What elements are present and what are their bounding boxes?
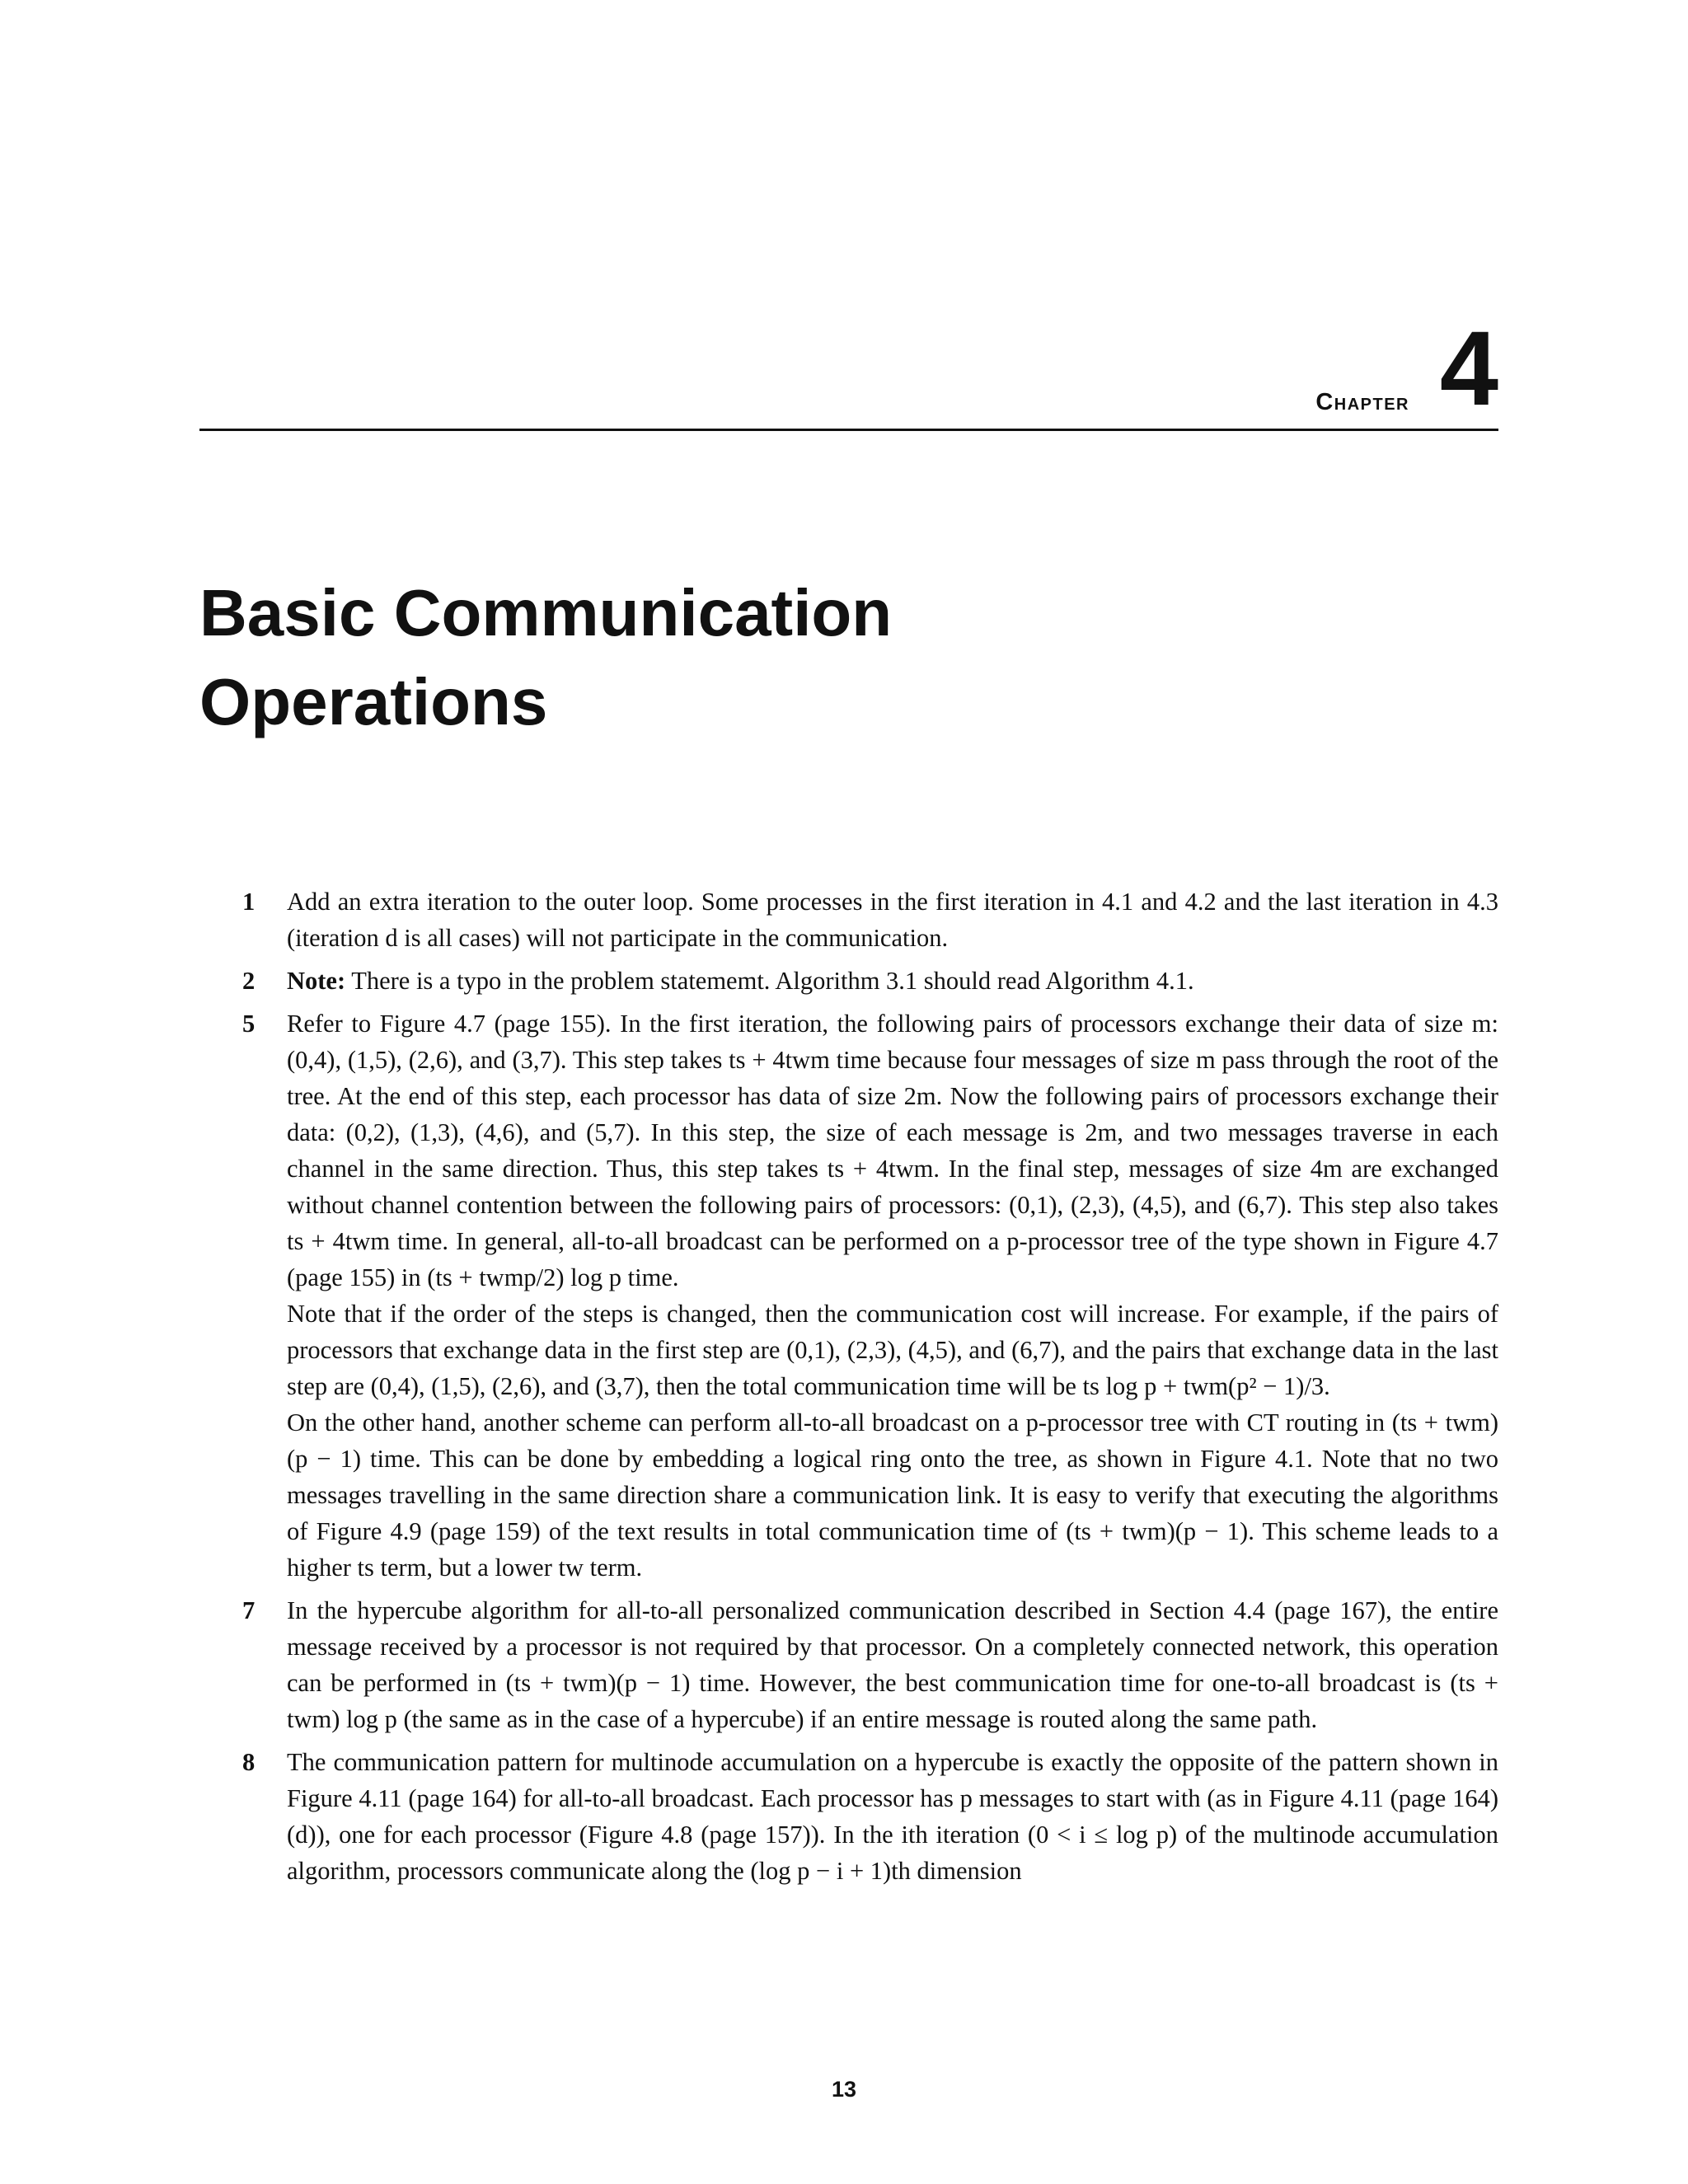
list-item [199,883,1498,956]
page-number: 13 [831,2077,857,2102]
chapter-title [199,569,1436,747]
list-item [199,1005,1498,1586]
item-paragraph: The communication pattern for multinode accumulation on a hypercube is exactly the opposite of the pattern shown in Figure 4.11 (page 164) for all-to-all broadcast. Each processor has p messages to start with (as in Figure 4.11 (page 164)(d)), one for each processor (Figure 4.8 (page 157)). In the ith iteration (0 < i ≤ log p) of the multinode accumulation algorithm, processors communicate along the (log p − i + 1)th dimension [287,1748,1498,1885]
note-text: There is a typo in the problem statememt. Algorithm 3.1 should read Algorithm 4.1. [351,967,1194,995]
item-paragraph: Refer to Figure 4.7 (page 155). In the first iteration, the following pairs of processors exchange their data of size m: (0,4), (1,5), (2,6), and (3,7). This step takes ts + 4twm time because four messages of size m pass through the root of the tree. At the end of this step, each processor has data of size 2m. Now the following pairs of processors exchange their data: (0,2), (1,3), (4,6), and (5,7). In this step, the size of each message is 2m, and two messages traverse in each channel in the same direction. Thus, this step takes ts + 4twm. In the final step, messages of size 4m are exchanged without channel contention between the following pairs of processors: (0,1), (2,3), (4,5), and (6,7). This step also takes ts + 4twm time. In general, all-to-all broadcast can be performed on a p-processor tree of the type shown in Figure 4.7 (page 155) in (ts + twmp/2) log p time. [287,1010,1498,1291]
item-number: 8 [242,1748,256,1776]
chapter-label: Chapter [1315,389,1409,415]
item-number: 2 [242,967,256,995]
list-item [199,963,1498,999]
chapter-title-line2: Operations [199,665,548,738]
item-paragraph: On the other hand, another scheme can perform all-to-all broadcast on a p-processor tree with CT routing in (ts + twm)(p − 1) time. This can be done by embedding a logical ring onto the tree, as shown in Figure 4.1. Note that no two messages travelling in the same direction share a communication link. It is easy to verify that executing the algorithms of Figure 4.9 (page 159) of the text results in total communication time of (ts + twm)(p − 1). This scheme leads to a higher ts term, but a lower tw term. [287,1408,1498,1582]
chapter-number: 4 [1439,310,1498,428]
list-item [199,1592,1498,1737]
item-paragraph: Note that if the order of the steps is changed, then the communication cost will increase. For example, if the pairs of processors that exchange data in the first step are (0,1), (2,3), (4,5), and (6,7), and the pairs that exchange data in the last step are (0,4), (1,5), (2,6), and (3,7), then the total communication time will be ts log p + twm(p² − 1)/3. [287,1300,1498,1400]
item-paragraph: Add an extra iteration to the outer loop. Some processes in the first iteration in 4.1 and 4.2 and the last iteration in 4.3 (iteration d is all cases) will not participate in the communication. [287,888,1498,952]
item-number: 1 [242,888,256,916]
chapter-title-line1: Basic Communication [199,576,893,649]
solutions-list [199,883,1498,1896]
item-paragraph [287,963,1498,999]
note-label: Note: [287,967,346,995]
item-number: 7 [242,1596,256,1624]
item-number: 5 [242,1010,256,1038]
item-paragraph: In the hypercube algorithm for all-to-all personalized communication described in Section 4.4 (page 167), the entire message received by a processor is not required by that processor. On a completely connected network, this operation can be performed in (ts + twm)(p − 1) time. However, the best communication time for one-to-all broadcast is (ts + twm) log p (the same as in the case of a hypercube) if an entire message is routed along the same path. [287,1596,1498,1733]
list-item [199,1744,1498,1889]
chapter-header [199,310,1498,431]
